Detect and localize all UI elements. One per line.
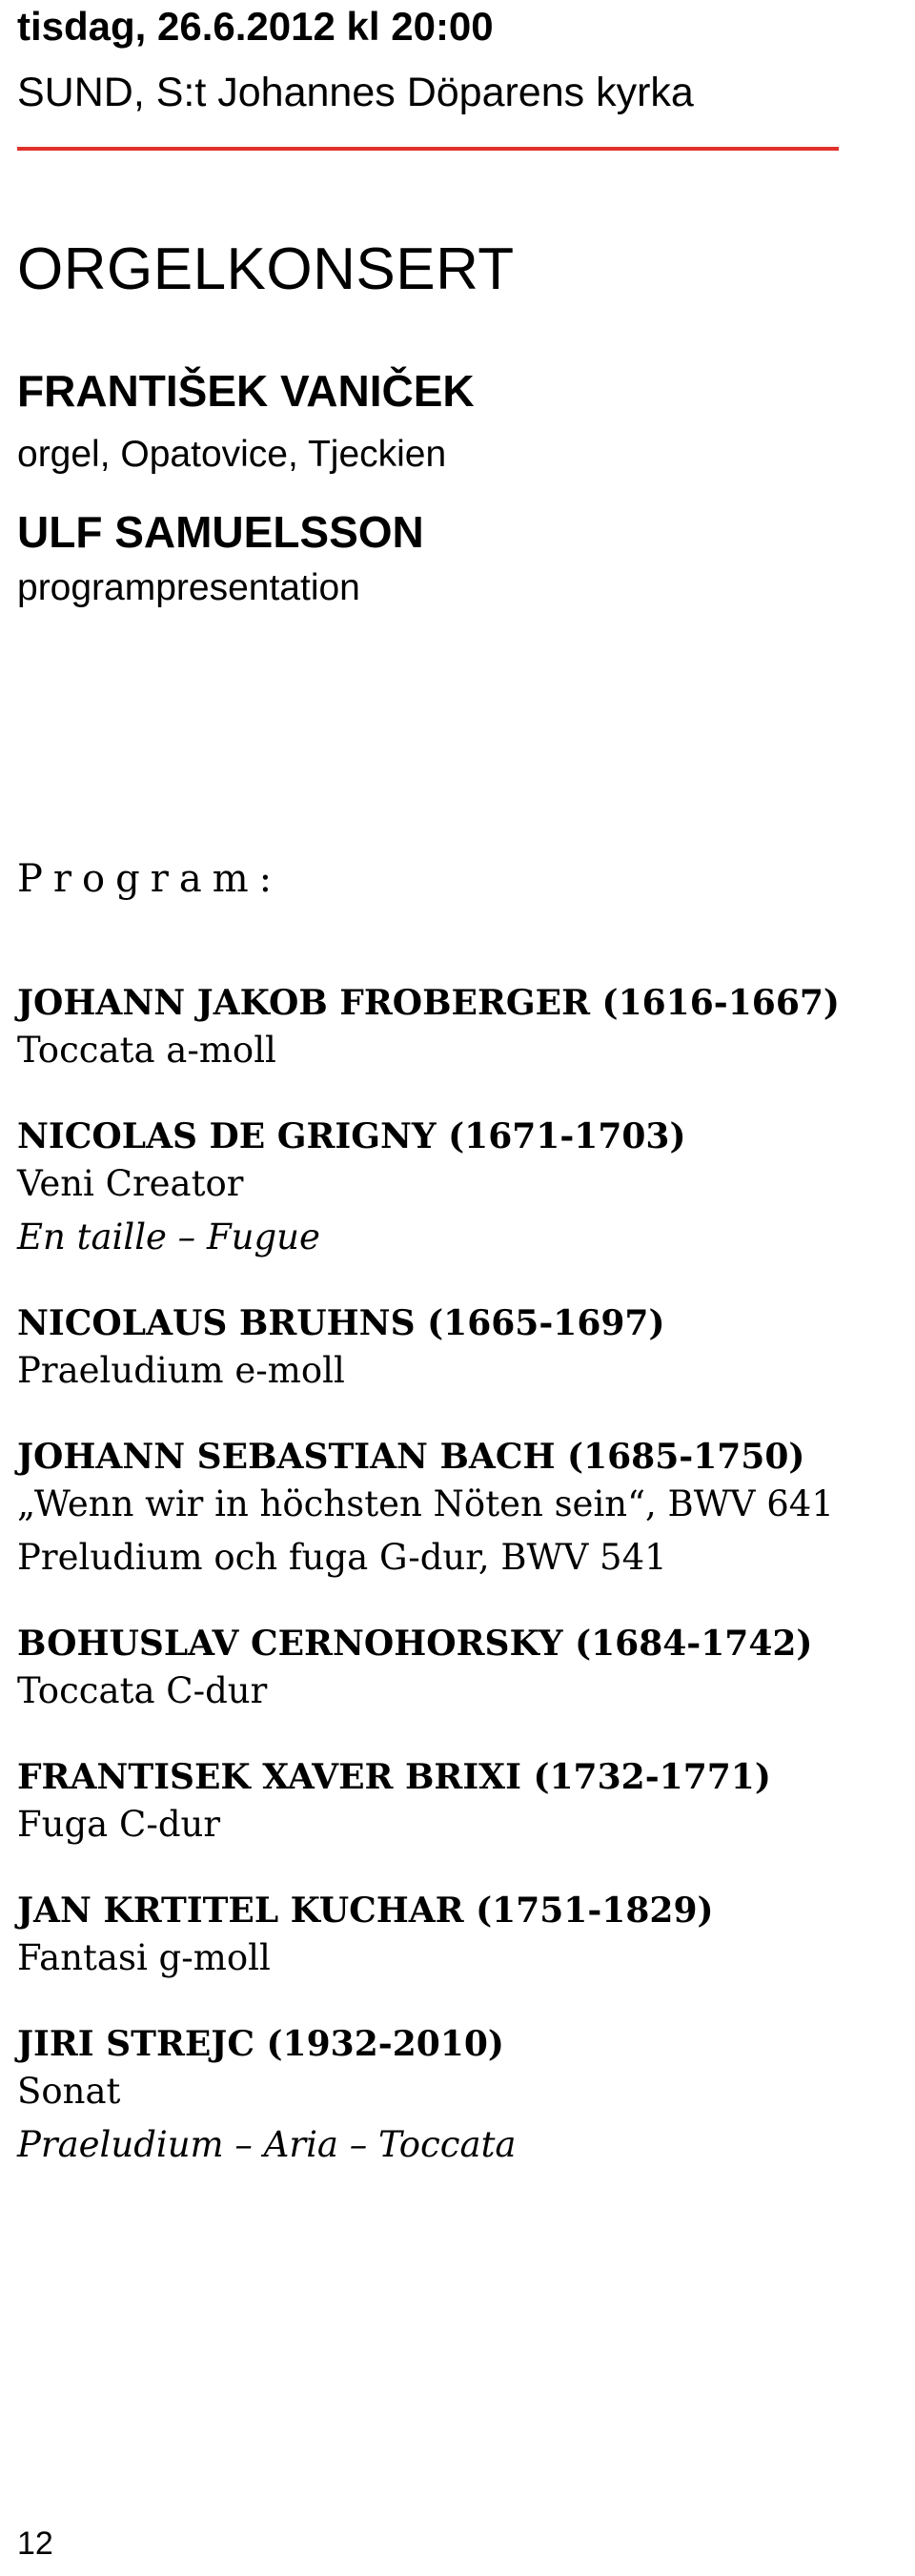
header-divider <box>17 147 839 151</box>
program-entry <box>17 1436 913 1584</box>
program-entry <box>17 1890 913 1985</box>
performer-name: FRANTIŠEK VANIČEK <box>17 366 475 416</box>
work-title: En taille – Fugue <box>17 1216 320 1257</box>
page-number: 12 <box>17 2525 53 2562</box>
program-entry <box>17 1302 913 1398</box>
composer-name: BOHUSLAV CERNOHORSKY (1684-1742) <box>17 1624 813 1664</box>
composer-name: NICOLAUS BRUHNS (1665-1697) <box>17 1303 665 1343</box>
work-title: „Wenn wir in höchsten Nöten sein“, BWV 641 <box>17 1483 834 1524</box>
composer-name: FRANTISEK XAVER BRIXI (1732-1771) <box>17 1757 771 1797</box>
program-entry <box>17 982 913 1077</box>
work-title: Preludium och fuga G-dur, BWV 541 <box>17 1537 667 1578</box>
work-title: Praeludium e-moll <box>17 1350 345 1391</box>
work-title: Veni Creator <box>17 1163 244 1204</box>
work-title: Sonat <box>17 2071 121 2112</box>
event-date-time: tisdag, 26.6.2012 kl 20:00 <box>17 4 494 49</box>
composer-name: JOHANN SEBASTIAN BACH (1685-1750) <box>17 1437 805 1477</box>
composer-name: NICOLAS DE GRIGNY (1671-1703) <box>17 1116 686 1156</box>
composer-name: JAN KRTITEL KUCHAR (1751-1829) <box>17 1891 714 1931</box>
performer-name: ULF SAMUELSSON <box>17 507 424 557</box>
work-title: Toccata C-dur <box>17 1670 268 1711</box>
work-title: Fuga C-dur <box>17 1804 221 1845</box>
composer-name: JOHANN JAKOB FROBERGER (1616-1667) <box>17 983 840 1023</box>
program-list <box>17 982 913 2210</box>
program-heading: Program: <box>17 857 283 901</box>
event-venue: SUND, S:t Johannes Döparens kyrka <box>17 70 694 115</box>
program-entry <box>17 1756 913 1851</box>
program-entry <box>17 1115 913 1264</box>
program-entry <box>17 1623 913 1718</box>
composer-name: JIRI STREJC (1932-2010) <box>17 2024 504 2064</box>
work-title: Toccata a-moll <box>17 1030 276 1071</box>
performer-role: programpresentation <box>17 567 360 608</box>
work-title: Fantasi g-moll <box>17 1937 271 1978</box>
work-title: Praeludium – Aria – Toccata <box>17 2124 517 2165</box>
concert-title: ORGELKONSERT <box>17 236 515 302</box>
program-entry <box>17 2023 913 2172</box>
performer-role: orgel, Opatovice, Tjeckien <box>17 434 447 475</box>
